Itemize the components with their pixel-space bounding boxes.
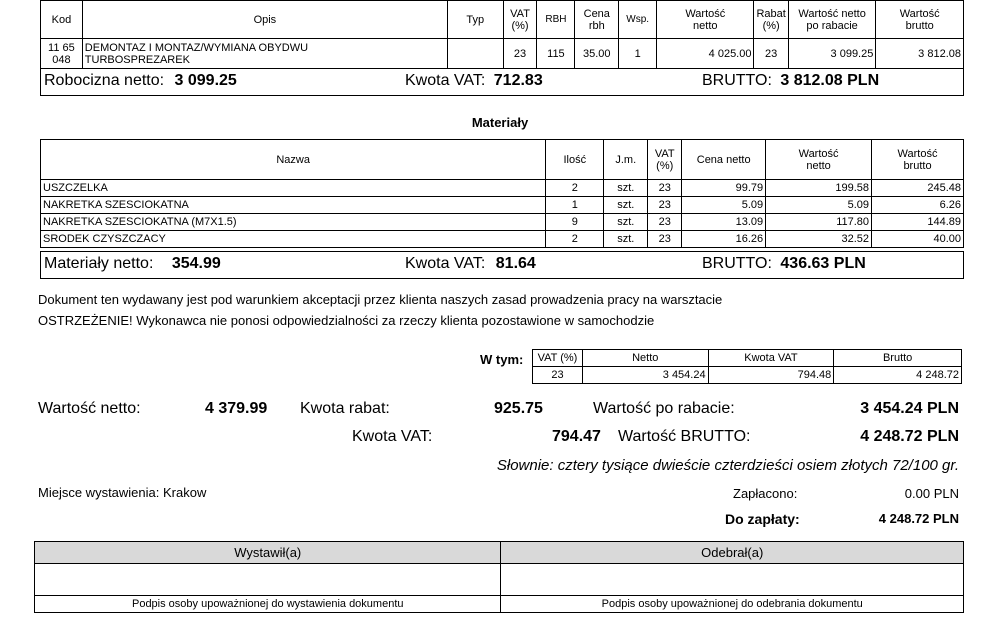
total-netto-label: Wartość netto: [38,400,141,417]
po-rabacie-cell: 3 099.25 [788,39,876,69]
total-rabat-value: 925.75 [494,400,543,417]
col-opis: Opis [82,1,447,39]
total-brutto-value: 4 248.72 PLN [860,428,959,445]
total-brutto-label: Wartość BRUTTO: [618,428,751,445]
ilosc-cell: 1 [546,197,604,214]
typ-cell [447,39,503,69]
labor-header-row [41,1,964,39]
labor-brutto [702,72,879,90]
col-wartosc-brutto: Wartość brutto [872,140,964,180]
jm-cell: szt. [604,197,648,214]
vat-cell: 23 [648,197,682,214]
cena-cell: 16.26 [682,231,766,248]
col-wartosc-brutto: Wartość brutto [876,1,964,39]
due-label: Do zapłaty: [725,511,800,527]
materials-table [40,139,964,248]
total-po-rabacie-value: 3 454.24 PLN [860,400,959,417]
place-label: Miejsce wystawienia: [38,485,160,500]
col-vat: VAT (%) [533,350,583,367]
materials-netto-value: 354.99 [171,255,221,272]
netto-cell: 3 454.24 [582,367,708,384]
table-row [41,231,964,248]
labor-brutto-value: 3 812.08 PLN [780,72,880,89]
materials-vat-value: 81.64 [495,255,536,272]
total-po-rabacie-label: Wartość po rabacie: [593,400,735,417]
receiver-caption: Podpis osoby upoważnionej do odebrania dokumentu [501,596,964,613]
col-wsp: Wsp. [619,1,657,39]
table-row [41,197,964,214]
labor-vat [405,72,543,90]
ilosc-cell: 9 [546,214,604,231]
brutto-cell: 245.48 [872,180,964,197]
col-nazwa: Nazwa [41,140,546,180]
col-wartosc-netto: Wartość netto [657,1,754,39]
nazwa-cell: NAKRETKA SZESCIOKATNA [41,197,546,214]
vat-cell: 23 [648,231,682,248]
col-vat: VAT (%) [503,1,537,39]
paid-value: 0.00 PLN [904,486,959,501]
netto-cell: 5.09 [766,197,872,214]
jm-cell: szt. [604,180,648,197]
col-cena-rbh: Cena rbh [575,1,619,39]
signature-table [34,541,964,613]
col-typ: Typ [447,1,503,39]
kwota-vat-cell: 794.48 [708,367,834,384]
vat-cell: 23 [648,180,682,197]
netto-cell: 117.80 [766,214,872,231]
col-vat: VAT (%) [648,140,682,180]
col-kod: Kod [41,1,83,39]
materials-brutto-value: 436.63 PLN [780,255,866,272]
table-row [41,214,964,231]
labor-netto [44,72,237,90]
brutto-cell: 144.89 [872,214,964,231]
rbh-cell: 115 [537,39,575,69]
cena-cell: 5.09 [682,197,766,214]
materials-brutto [702,255,866,273]
col-ilosc: Ilość [546,140,604,180]
issuer-title: Wystawił(a) [35,542,501,564]
labor-brutto-label: BRUTTO: [702,72,772,89]
wsp-cell: 1 [619,39,657,69]
ilosc-cell: 2 [546,180,604,197]
brutto-cell: 40.00 [872,231,964,248]
netto-cell: 199.58 [766,180,872,197]
vat-cell: 23 [503,39,537,69]
total-rabat-label: Kwota rabat: [300,400,390,417]
labor-table [40,0,964,69]
netto-cell: 32.52 [766,231,872,248]
paid-label: Zapłacono: [733,486,798,501]
labor-netto-label: Robocizna netto: [44,72,165,89]
issuer-signature-field [35,564,501,596]
labor-netto-value: 3 099.25 [174,72,237,89]
brutto-cell: 4 248.72 [834,367,962,384]
vat-cell: 23 [533,367,583,384]
table-row [41,180,964,197]
jm-cell: szt. [604,231,648,248]
labor-vat-value: 712.83 [493,72,543,89]
amount-in-words: Słownie: cztery tysiące dwieście czterdzieści osiem złotych 72/100 gr. [496,457,959,474]
col-wartosc-netto: Wartość netto [766,140,872,180]
place-value: Krakow [163,485,207,500]
warning-note: OSTRZEŻENIE! Wykonawca nie ponosi odpowiedzialności za rzeczy klienta pozostawione w samochodzie [38,313,655,328]
place-of-issue [38,485,206,500]
receiver-signature-field [501,564,964,596]
receiver-title: Odebrał(a) [501,542,964,564]
col-po-rabacie: Wartość netto po rabacie [788,1,876,39]
netto-cell: 4 025.00 [657,39,754,69]
kod-cell: 11 65 048 [41,39,83,69]
brutto-cell: 3 812.08 [876,39,964,69]
table-row [41,39,964,69]
total-netto-value: 4 379.99 [205,400,268,417]
labor-vat-label: Kwota VAT: [405,72,486,89]
ilosc-cell: 2 [546,231,604,248]
table-row [533,367,962,384]
issuer-caption: Podpis osoby upoważnionej do wystawienia dokumentu [35,596,501,613]
opis-cell: DEMONTAZ I MONTAZ/WYMIANA OBYDWU TURBOSPREZAREK [82,39,447,69]
cena-cell: 99.79 [682,180,766,197]
col-rabat: Rabat (%) [754,1,788,39]
col-brutto: Brutto [834,350,962,367]
cena-cell: 35.00 [575,39,619,69]
col-cena-netto: Cena netto [682,140,766,180]
brutto-cell: 6.26 [872,197,964,214]
col-rbh: RBH [537,1,575,39]
nazwa-cell: USZCZELKA [41,180,546,197]
total-vat-label: Kwota VAT: [352,428,433,445]
wtym-table [532,349,962,384]
materials-netto-label: Materiały netto: [44,255,154,272]
rabat-cell: 23 [754,39,788,69]
col-netto: Netto [582,350,708,367]
materials-title: Materiały [471,115,529,130]
vat-cell: 23 [648,214,682,231]
cena-cell: 13.09 [682,214,766,231]
terms-note: Dokument ten wydawany jest pod warunkiem akceptacji przez klienta naszych zasad prowadzenia pracy na warsztacie [38,292,723,307]
wtym-label: W tym: [480,352,524,367]
due-value: 4 248.72 PLN [878,511,959,526]
materials-netto [44,255,221,273]
col-kwota-vat: Kwota VAT [708,350,834,367]
nazwa-cell: NAKRETKA SZESCIOKATNA (M7X1.5) [41,214,546,231]
nazwa-cell: SRODEK CZYSZCZACY [41,231,546,248]
materials-vat [405,255,536,273]
total-vat-value: 794.47 [552,428,601,445]
col-jm: J.m. [604,140,648,180]
materials-vat-label: Kwota VAT: [405,255,486,272]
materials-header-row [41,140,964,180]
materials-brutto-label: BRUTTO: [702,255,772,272]
jm-cell: szt. [604,214,648,231]
